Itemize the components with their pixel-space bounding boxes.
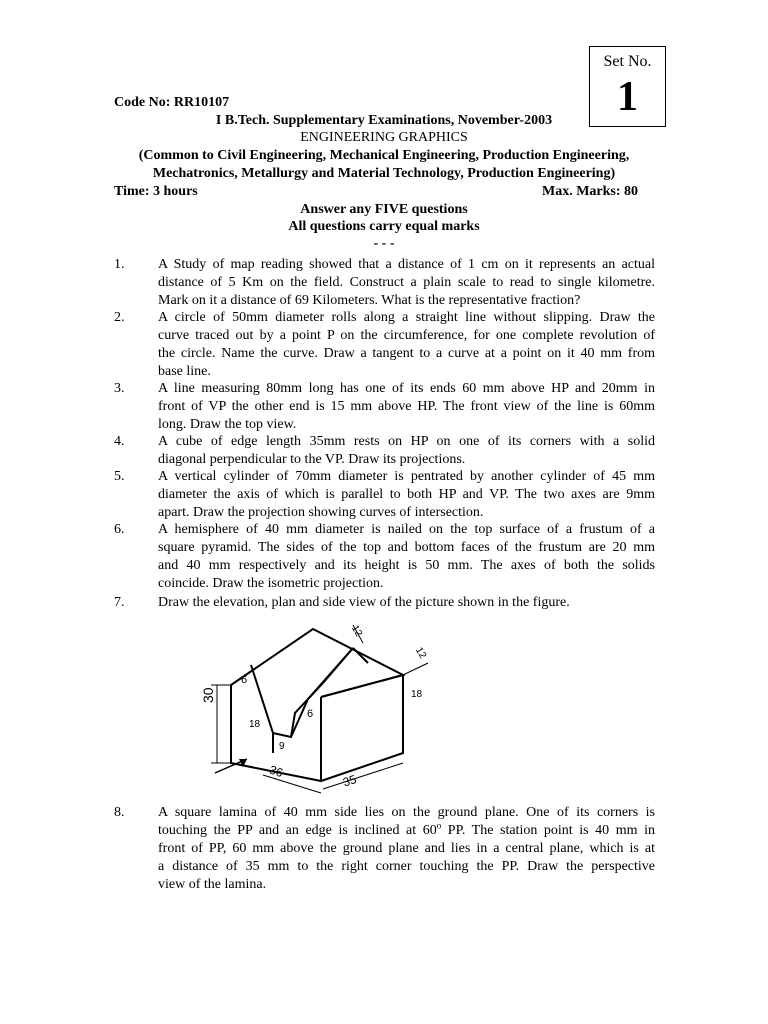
fig-label-notch-side: 6 [307, 708, 314, 720]
q8-line-2b: PP. The station point is 40 mm in [441, 823, 655, 838]
question-line: A circle of 50mm diameter rolls along a straight line without slipping. Draw the [158, 310, 655, 325]
question-8-number: 8. [114, 805, 125, 820]
question-8-text [158, 804, 655, 894]
question-line: A line measuring 80mm long has one of its ends 60 mm above HP and 20mm in [158, 381, 655, 396]
question-number: 1. [114, 257, 125, 272]
question-text [158, 468, 655, 522]
question-line: A Study of map reading showed that a distance of 1 cm on it represents an actual [158, 257, 655, 272]
fig-label-notch-height: 9 [279, 741, 285, 752]
question-line: the circle. Name the curve. Draw a tangent to a curve at a point on it 40 mm from [158, 346, 655, 361]
exam-title: I B.Tech. Supplementary Examinations, November-2003 [215, 113, 553, 128]
question-number: 6. [114, 522, 125, 537]
fig-label-top-a: 12 [348, 623, 365, 639]
q8-line-2a: touching the PP and an edge is inclined at 60 [158, 823, 437, 838]
question-text [158, 309, 655, 381]
fig-label-depth: 36 [267, 762, 285, 781]
question-line: distance of 5 Km on the field. Construct a plain scale to read to single kilometre. [158, 275, 655, 290]
question-text [158, 256, 655, 310]
fig-label-notch-width: 18 [249, 719, 261, 730]
isometric-block-figure [200, 613, 443, 803]
question-text [158, 594, 655, 612]
q8-line-5: view of the lamina. [158, 877, 267, 892]
question-number: 5. [114, 469, 125, 484]
fig-label-width: 35 [341, 772, 359, 790]
time-label: Time: 3 hours [114, 184, 198, 199]
question-text [158, 380, 655, 434]
question-line: A hemisphere of 40 mm diameter is nailed on the top surface of a frustum of a [158, 522, 655, 537]
question-line: diameter the axis of which is parallel to both HP and VP. The two axes are 9mm [158, 487, 655, 502]
question-line: square pyramid. The sides of the top and bottom faces of the frustum are 20 mm [158, 540, 655, 555]
fig-label-notch-top: 6 [241, 674, 248, 686]
question-line: Draw the elevation, plan and side view of the picture shown in the figure. [158, 595, 570, 610]
question-text [158, 433, 655, 469]
question-line: and 40 mm respectively and its height is 50 mm. The axes of both the solids [158, 558, 655, 573]
q8-line-1: A square lamina of 40 mm side lies on the ground plane. One of its corners is [158, 805, 655, 820]
question-line: apart. Draw the projection showing curves of intersection. [158, 505, 484, 520]
question-text [158, 521, 655, 593]
question-number: 4. [114, 434, 125, 449]
set-number: 1 [617, 74, 638, 120]
question-line: A cube of edge length 35mm rests on HP on one of its corners with a solid [158, 434, 655, 449]
instruction-1: Answer any FIVE questions [300, 202, 468, 217]
question-line: A vertical cylinder of 70mm diameter is pentrated by another cylinder of 45 mm [158, 469, 655, 484]
question-line: base line. [158, 364, 211, 379]
common-line-2: Mechatronics, Metallurgy and Material Technology, Production Engineering) [152, 166, 616, 181]
question-line: Mark on it a distance of 69 Kilometers. What is the representative fraction? [158, 293, 581, 308]
fig-label-right: 18 [411, 689, 423, 700]
subject-title: ENGINEERING GRAPHICS [300, 130, 468, 145]
fig-label-height: 30 [200, 687, 216, 703]
degree-sup: o [436, 820, 442, 831]
question-line: long. Draw the top view. [158, 417, 297, 432]
question-number: 7. [114, 595, 125, 610]
separator: - - - [373, 236, 395, 251]
instruction-2: All questions carry equal marks [288, 219, 480, 234]
question-line: curve traced out by a point P on the circumference, for one complete revolution of [158, 328, 655, 343]
fig-label-top-b: 12 [412, 645, 429, 661]
q8-line-2 [158, 822, 655, 840]
question-line: coincide. Draw the isometric projection. [158, 576, 384, 591]
question-number: 2. [114, 310, 125, 325]
set-label: Set No. [603, 53, 652, 70]
code-number: Code No: RR10107 [114, 95, 230, 110]
question-number: 3. [114, 381, 125, 396]
q8-line-3: front of PP, 60 mm above the ground plane and lies in a central plane, which is at [158, 841, 655, 856]
max-marks: Max. Marks: 80 [542, 184, 639, 199]
common-line-1: (Common to Civil Engineering, Mechanical Engineering, Production Engineering, [138, 148, 630, 163]
question-line: front of VP the other end is 15 mm above HP. The front view of the line is 60mm [158, 399, 655, 414]
q8-line-4: a distance of 35 mm to the right corner touching the PP. Draw the perspective [158, 859, 655, 874]
question-line: diagonal perpendicular to the VP. Draw its projections. [158, 452, 466, 467]
